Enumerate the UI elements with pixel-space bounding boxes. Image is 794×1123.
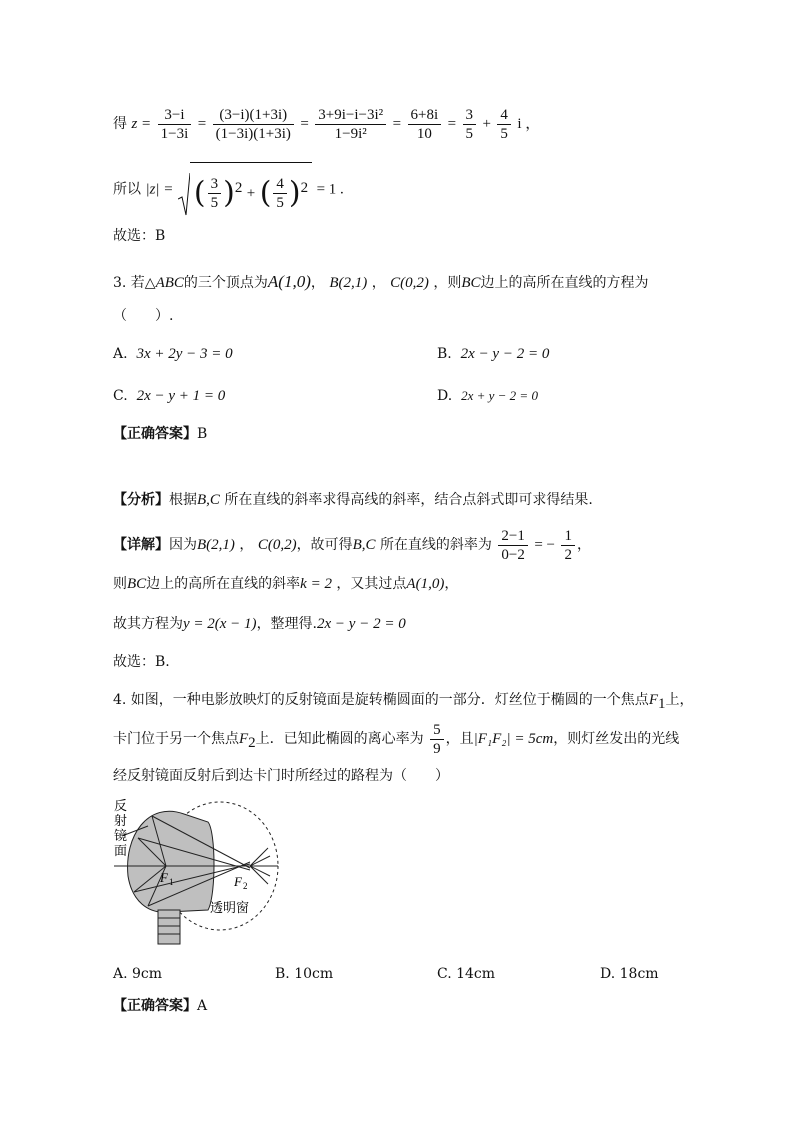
- figure-label-fan: 反: [114, 798, 128, 813]
- q3-option-c[interactable]: C. 2x − y + 1 = 0: [113, 388, 226, 404]
- q3-option-a[interactable]: A. 3x + 2y − 3 = 0: [113, 346, 233, 362]
- q4-answer: 【正确答案】A: [113, 998, 208, 1014]
- text-de: 得: [113, 116, 127, 132]
- q4-option-a[interactable]: A. 9cm: [113, 966, 163, 982]
- fraction-1: $\frac{3-i}{1-3i}$: [158, 106, 192, 143]
- figure-label-mian: 面: [114, 843, 128, 858]
- lamp-base: [158, 910, 180, 944]
- q3-answer: 【正确答案】B: [113, 426, 208, 442]
- z-lhs: z =: [131, 116, 152, 132]
- q3-stem-line1: 3. 若△ABC的三个顶点为A(1,0)， B(2,1) ， C(0,2) ，则BC边上的高所在直线的方程为: [113, 272, 649, 291]
- q4-stem-line2: 卡门位于另一个焦点$F_2$上．已知此椭圆的离心率为 $\frac{5}{9}$ ，且|F₁F₂| = 5cm，则灯丝发出的光线: [113, 721, 680, 757]
- figure-f2-sub: 2: [243, 881, 248, 891]
- fraction-4: $\frac{6+8i}{10}$: [408, 106, 442, 143]
- projector-lamp-figure: [108, 796, 288, 952]
- q4-stem-line1: 4. 如图，一种电影放映灯的反射镜面是旋转椭圆面的一部分．灯丝位于椭圆的一个焦点$F_1$上，: [113, 692, 694, 712]
- q3-option-b[interactable]: B. 2x − y − 2 = 0: [437, 346, 550, 362]
- q4-option-b[interactable]: B. 10cm: [275, 966, 334, 982]
- sqrt-expression: ( $\frac{3}{5}$ )$^2$ + ( $\frac{4}{5}$ )$^2$: [178, 162, 312, 217]
- fraction-6: $\frac{4}{5}$: [497, 106, 511, 143]
- q3-stem-line2: （ ）.: [113, 308, 174, 324]
- sqrt-sign-icon: [178, 171, 190, 217]
- modulus-line: [113, 162, 344, 212]
- q4-option-d[interactable]: D. 18cm: [600, 966, 659, 982]
- q3-detail-line1: 【详解】因为B(2,1) ， C(0,2)，故可得B,C 所在直线的斜率为 $\frac{2-1}{0-2}$ = − $\frac{1}{2}$ ，: [113, 527, 591, 563]
- figure-label-she: 射: [114, 813, 128, 828]
- figure-window-label: 透明窗: [210, 900, 250, 915]
- fraction-2: $\frac{(3-i)(1+3i)}{(1-3i)(1+3i)}$: [213, 106, 294, 143]
- figure-f1-sub: 1: [169, 877, 174, 887]
- q4-stem-line3: 经反射镜面反射后到达卡门时所经过的路程为（ ）: [113, 768, 449, 784]
- modulus-result: = 1 .: [316, 181, 344, 198]
- imag-unit: i ，: [517, 116, 541, 132]
- fraction-3: $\frac{\text{3+9i−i−3i²}}{\text{1−9i²}}$: [315, 106, 386, 143]
- q3-detail-line3: 故其方程为y = 2(x − 1)，整理得.2x − y − 2 = 0: [113, 616, 406, 632]
- abs-z: |z| =: [145, 181, 174, 198]
- figure-f2: F: [234, 874, 242, 889]
- fraction-5: $\frac{3}{5}$: [463, 106, 477, 143]
- choice-b-line: 故选：B: [113, 228, 166, 244]
- z-computation-line: 得 z = $\frac{3-i}{1-3i}$ = $\frac{(3-i)(1+3i)}{(1-3i)(1+3i)}$ = $\frac{\text{3+9i−i−3i²}}{\text{1−9i²}}$ = $\frac{6+8i}{10}$ = $\frac{3}{5}$ + $\frac{4}{5}$ i ，: [113, 106, 541, 142]
- q3-conclusion: 故选：B.: [113, 654, 170, 670]
- q3-detail-line2: 则BC边上的高所在直线的斜率k = 2 ，又其过点A(1,0)，: [113, 576, 459, 592]
- text-suoyi: 所以: [113, 181, 141, 198]
- q4-option-c[interactable]: C. 14cm: [437, 966, 496, 982]
- q3-option-d[interactable]: D. 2x + y − 2 = 0: [437, 388, 538, 404]
- figure-f1: F: [160, 870, 168, 885]
- figure-label-jing: 镜: [114, 828, 128, 843]
- q3-analysis: 【分析】根据B,C 所在直线的斜率求得高线的斜率，结合点斜式即可求得结果.: [113, 492, 593, 508]
